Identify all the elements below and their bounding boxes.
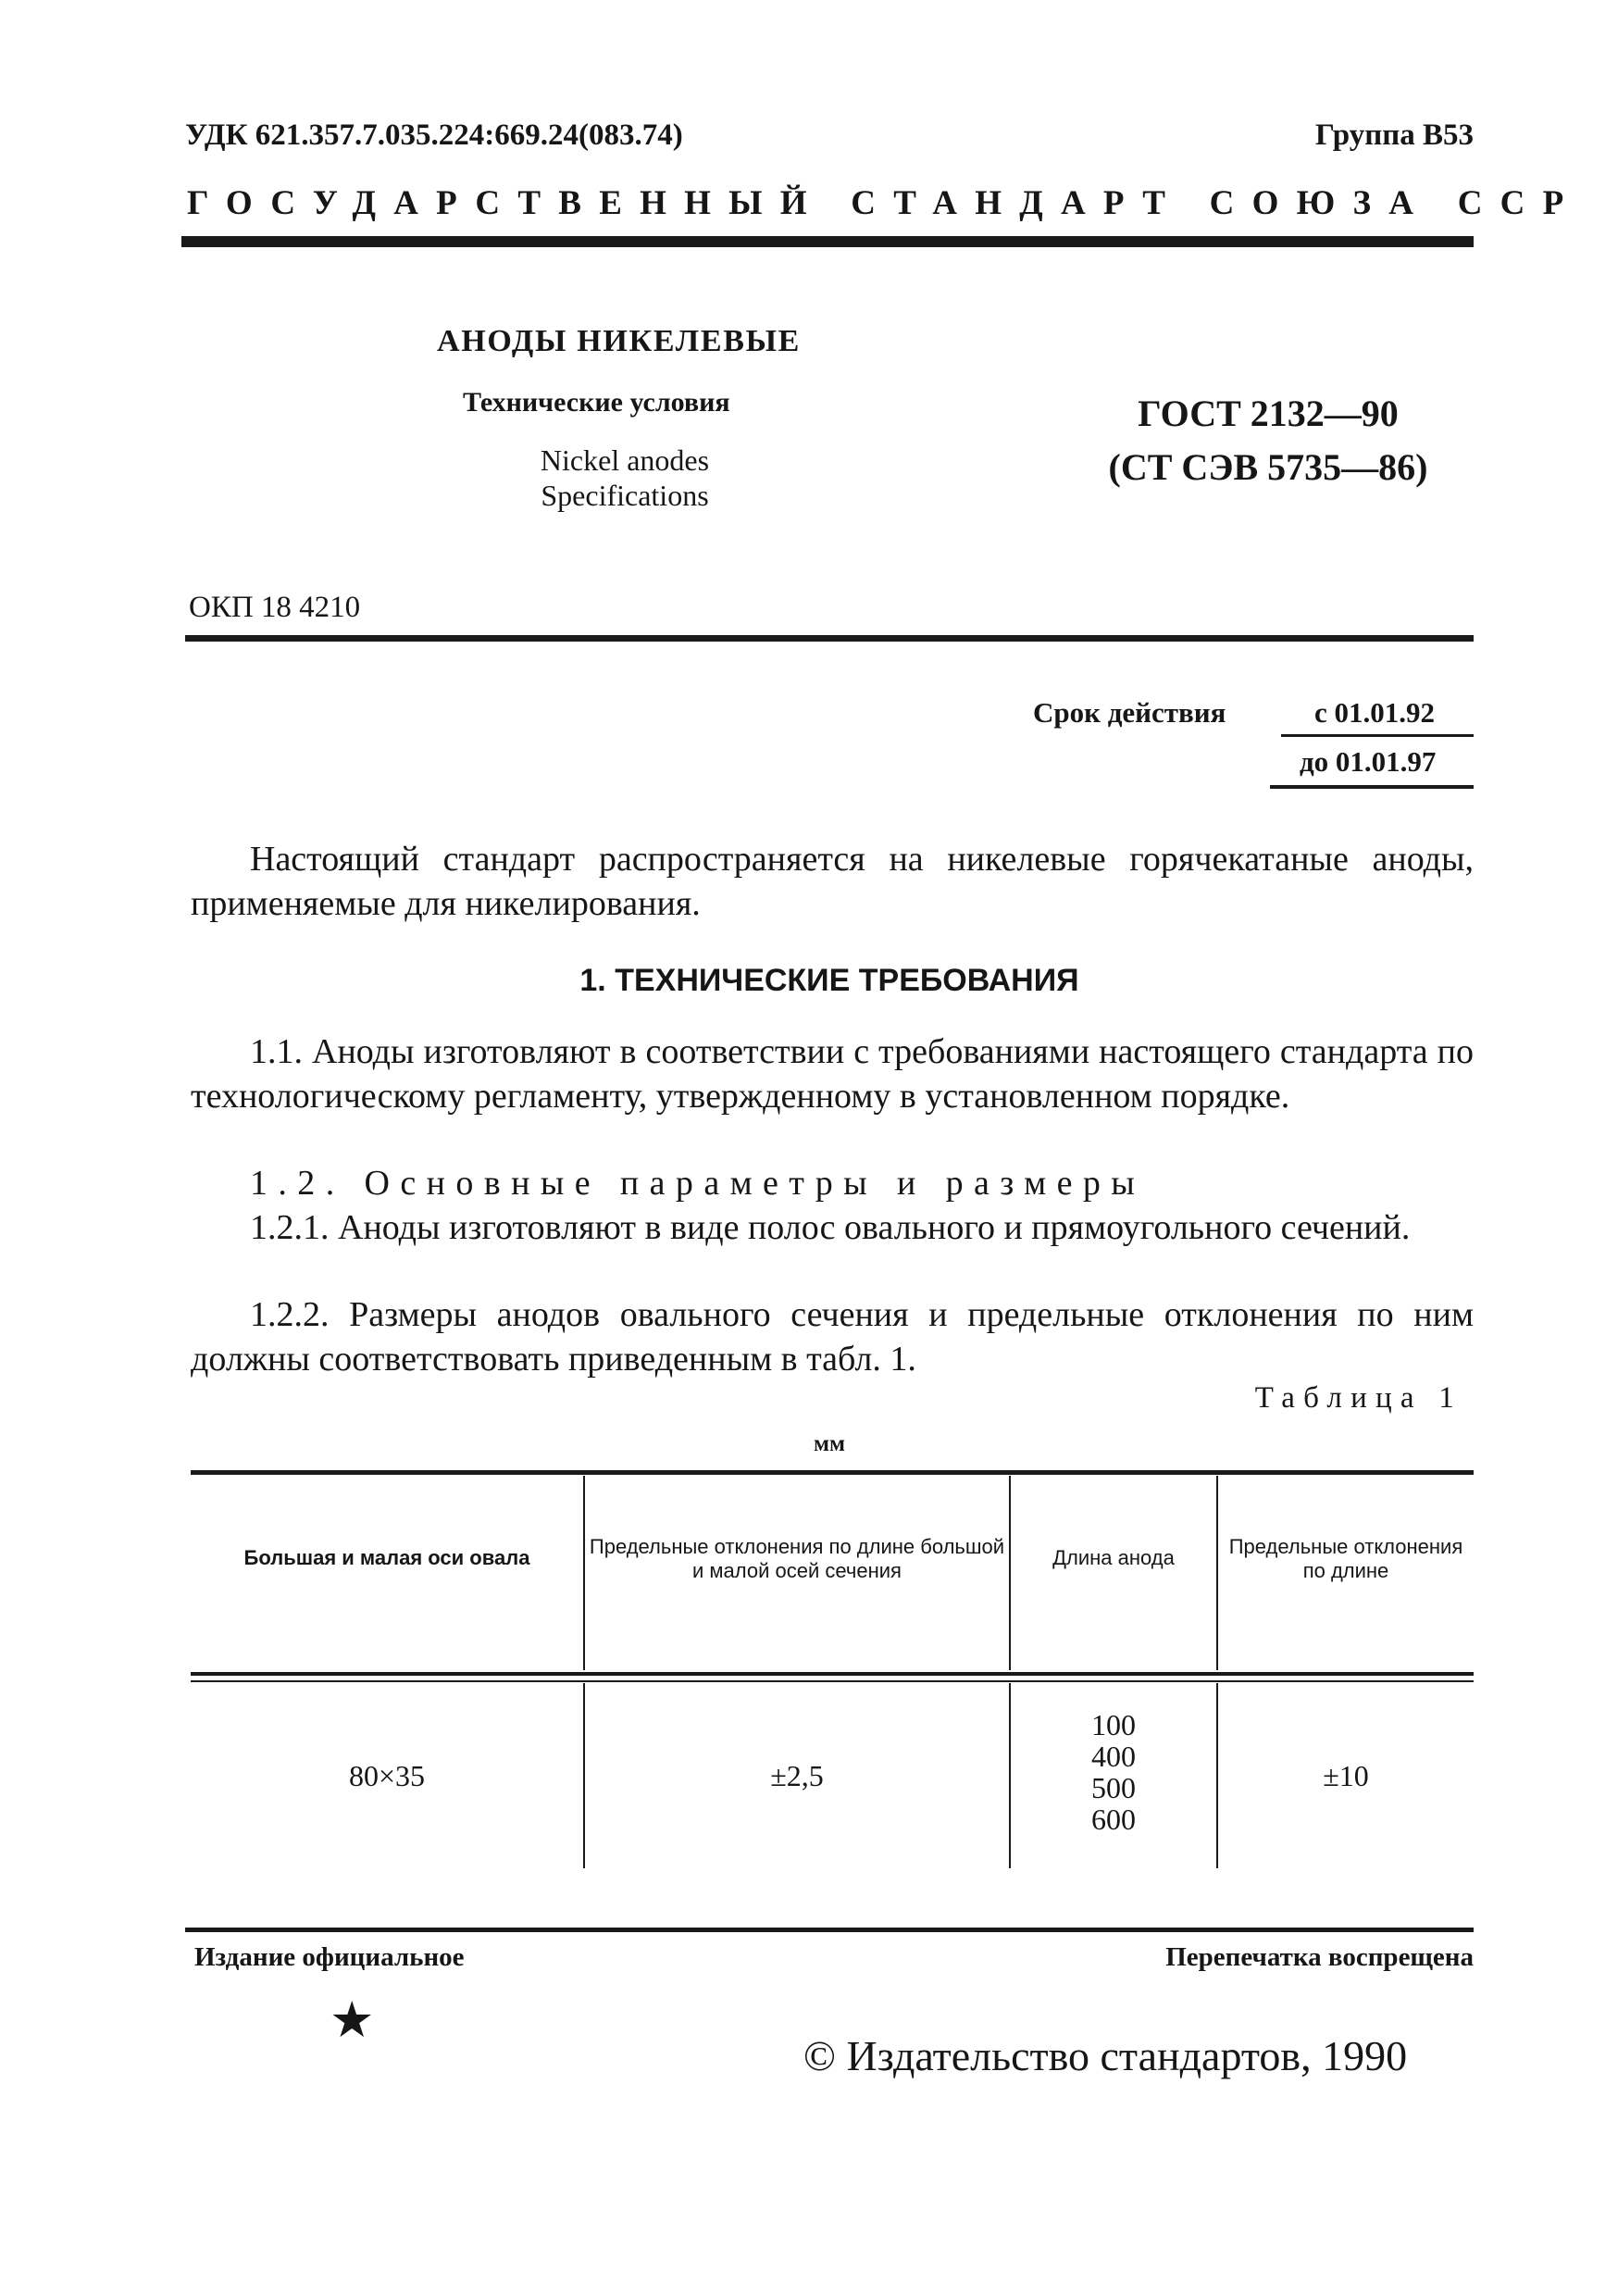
intro-paragraph: Настоящий стандарт распространяется на никелевые горячекатаные аноды, применяемые для никелирования. xyxy=(191,840,1474,923)
english-title-line2: Specifications xyxy=(541,479,709,512)
table-header-axes-tolerance: Предельные отклонения по длине большой и малой осей сечения xyxy=(589,1535,1005,1582)
validity-from: с 01.01.92 xyxy=(1314,696,1436,729)
english-title xyxy=(514,443,736,513)
table-header-length: Длина анода xyxy=(1052,1546,1175,1569)
section-heading: 1. ТЕХНИЧЕСКИЕ ТРЕБОВАНИЯ xyxy=(579,963,1079,998)
group-code: Группа В53 xyxy=(1314,119,1474,152)
validity-to: до 01.01.97 xyxy=(1300,745,1437,778)
table-header-rule-thin xyxy=(191,1680,1474,1682)
footer-rule xyxy=(185,1928,1474,1932)
document-title: АНОДЫ НИКЕЛЕВЫЕ xyxy=(437,324,802,358)
udk-code: УДК 621.357.7.035.224:669.24(083.74) xyxy=(185,119,683,152)
table-column-divider xyxy=(1009,1476,1011,1670)
clause-1-2-1: 1.2.1. Аноды изготовляют в виде полос овального и прямоугольного сечений. xyxy=(250,1208,1411,1247)
table-header-axes: Большая и малая оси овала xyxy=(243,1546,530,1569)
table-cell-axes-tolerance: ±2,5 xyxy=(770,1759,824,1792)
table-header-length-tolerance: Предельные отклонения по длине xyxy=(1228,1535,1463,1582)
table-cell-length-tolerance: ±10 xyxy=(1323,1759,1369,1792)
state-standard-heading: ГОСУДАРСТВЕННЫЙ СТАНДАРТ СОЮЗА ССР xyxy=(187,184,1582,222)
validity-rule-to xyxy=(1270,785,1474,789)
validity-label: Срок действия xyxy=(1033,696,1226,729)
star-icon: ★ xyxy=(330,1990,375,2049)
copyright-line: © Издательство стандартов, 1990 xyxy=(803,2032,1408,2079)
table-label: Таблица 1 xyxy=(1254,1381,1462,1415)
official-edition-note: Издание официальное xyxy=(194,1942,465,1972)
english-title-line1: Nickel anodes xyxy=(540,443,710,477)
table-top-rule xyxy=(191,1470,1474,1475)
title-rule xyxy=(185,635,1474,642)
table-header-rule xyxy=(191,1672,1474,1676)
table-unit: мм xyxy=(813,1431,846,1456)
okp-code: ОКП 18 4210 xyxy=(189,591,361,624)
clause-1-2-2: 1.2.2. Размеры анодов овального сечения и предельные отклонения по ним должны соответствовать приведенным в табл. 1. xyxy=(191,1295,1474,1379)
gost-designation xyxy=(1074,387,1462,494)
validity-rule-from xyxy=(1281,734,1474,737)
document-subtitle: Технические условия xyxy=(463,387,730,418)
clause-1-1: 1.1. Аноды изготовляют в соответствии с требованиями настоящего стандарта по технологическому регламенту, утвержденному в установленном порядке. xyxy=(191,1032,1474,1116)
cmea-number: (СТ СЭВ 5735—86) xyxy=(1108,446,1428,488)
table-cell-lengths xyxy=(1011,1709,1216,1835)
header-rule xyxy=(181,236,1474,247)
gost-number: ГОСТ 2132—90 xyxy=(1138,393,1399,434)
length-value: 500 xyxy=(1091,1771,1136,1804)
length-value: 400 xyxy=(1091,1740,1136,1773)
clause-1-2: 1.2. Основные параметры и размеры xyxy=(250,1164,1146,1203)
table-cell-axes: 80×35 xyxy=(348,1759,426,1792)
length-value: 100 xyxy=(1091,1708,1136,1741)
length-value: 600 xyxy=(1091,1803,1136,1836)
reprint-prohibited-note: Перепечатка воспрещена xyxy=(1165,1942,1474,1972)
